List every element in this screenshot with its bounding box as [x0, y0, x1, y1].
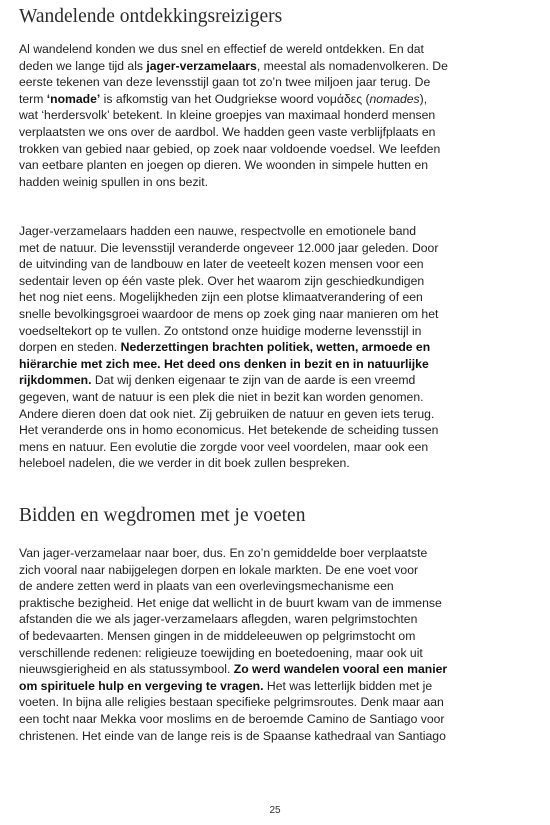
text-line	[19, 422, 539, 439]
text-line	[19, 455, 539, 472]
paragraph-1	[19, 41, 539, 190]
text-run: verschillende redenen: religieuze toewijding en boetedoening, maar ook uit	[19, 645, 423, 660]
text-line	[19, 406, 539, 423]
text-run: , meestal als nomadenvolkeren. De	[256, 58, 448, 73]
text-run: een tocht naar Mekka voor moslims en de beroemde Camino de Santiago voor	[19, 711, 445, 726]
text-run: Jager-verzamelaars hadden een nauwe, respectvolle en emotionele band	[19, 224, 417, 238]
text-line	[19, 174, 539, 191]
text-line	[19, 372, 539, 389]
text-run: Dat wij denken eigenaar te zijn van de aarde is een vreemd	[91, 373, 416, 388]
text-line	[19, 562, 539, 579]
text-run: met de natuur. Die levensstijl veranderde ongeveer 12.000 jaar geleden. Door	[19, 240, 439, 255]
text-line	[19, 678, 539, 695]
text-line	[19, 661, 539, 678]
bold-text: om spirituele hulp en vergeving te vragen.	[19, 678, 264, 693]
text-run: gegeven, want de natuur is een plek die niet in bezit kan worden genomen.	[19, 389, 424, 404]
text-run: ),	[419, 91, 428, 106]
text-line	[19, 289, 539, 306]
text-run: zich vooral naar nabijgelegen dorpen en lokale markten. De ene voet voor	[19, 562, 419, 577]
text-line	[19, 256, 539, 273]
bold-text: Nederzettingen brachten politiek, wetten, armoede en	[120, 340, 431, 355]
text-line	[19, 323, 539, 340]
text-line	[19, 611, 539, 628]
text-run: hadden weinig spullen in ons bezit.	[19, 174, 209, 189]
text-line	[19, 389, 539, 406]
text-line	[19, 141, 539, 158]
text-run: eerste tekenen van deze levensstijl gaan tot zo’n twee miljoen jaar terug. De	[19, 75, 431, 90]
bold-text: hiërarchie met zich mee. Het deed ons denken in bezit en in natuurlijke	[19, 356, 429, 371]
bold-text: rijkdommen.	[19, 373, 92, 388]
text-run: het nog niet eens. Mogelijkheden zijn een plotse klimaatverandering of een	[19, 290, 423, 305]
text-run: wat ‘herdersvolk’ betekent. In kleine groepjes van maximaal honderd mensen	[19, 108, 436, 123]
text-line	[19, 578, 539, 595]
text-run: snelle bevolkingsgroei waardoor de mens op zoek ging naar manieren om het	[19, 306, 439, 321]
text-line	[19, 124, 539, 141]
bold-text: ‘nomade’	[46, 91, 101, 106]
text-run: dorpen en steden.	[19, 340, 121, 355]
text-line	[19, 157, 539, 174]
text-run: of bedevaarten. Mensen gingen in de middeleeuwen op pelgrimstocht om	[19, 628, 416, 643]
text-line	[19, 439, 539, 456]
page-number: 25	[269, 805, 281, 816]
text-run: is afkomstig van het Oudgriekse woord νομάδες (	[100, 91, 370, 106]
text-run: afstanden die we als jager-verzamelaars aflegden, waren pelgrimstochten	[19, 612, 418, 627]
text-run: Al wandelend konden we dus snel en effectief de wereld ontdekken. En dat	[19, 42, 424, 56]
text-line	[19, 694, 539, 711]
paragraph-3	[19, 545, 539, 744]
text-run: praktische bezigheid. Het enige dat wellicht in de buurt kwam van de immense	[19, 595, 442, 610]
text-line	[19, 628, 539, 645]
text-line	[19, 356, 539, 373]
text-run: de uitvinding van de landbouw en later de veeteelt kozen mensen voor een	[19, 257, 424, 272]
text-line	[19, 240, 539, 257]
paragraph-2	[19, 223, 539, 472]
text-run: christenen. Het einde van de lange reis is de Spaanse kathedraal van Santiago	[19, 728, 446, 743]
text-run: voedseltekort op te vullen. Zo ontstond onze huidige moderne levensstijl in	[19, 323, 422, 338]
text-run: nieuwsgierigheid en als statussymbool.	[19, 662, 234, 677]
text-line	[19, 74, 539, 91]
text-line	[19, 91, 539, 108]
text-run: deden we lange tijd als	[19, 58, 147, 73]
text-run: de andere zetten werd in plaats van een overlevingsmechanisme een	[19, 579, 394, 594]
text-run: Het veranderde ons in homo economicus. Het betekende de scheiding tussen	[19, 423, 439, 438]
text-run: Andere dieren doen dat ook niet. Zij gebruiken de natuur en geven iets terug.	[19, 406, 435, 421]
bold-text: Zo werd wandelen vooral een manier	[233, 662, 448, 677]
text-line	[19, 595, 539, 612]
text-line	[19, 306, 539, 323]
text-line	[19, 107, 539, 124]
text-line	[19, 711, 539, 728]
text-run: term	[19, 91, 47, 106]
text-run: Van jager-verzamelaar naar boer, dus. En zo’n gemiddelde boer verplaatste	[19, 546, 428, 560]
text-line	[19, 339, 539, 356]
text-run: heleboel nadelen, die we verder in dit boek zullen bespreken.	[19, 456, 350, 471]
text-line	[19, 223, 539, 240]
text-run: van eetbare planten en joegen op dieren. We woonden in simpele hutten en	[19, 158, 429, 173]
text-run: sedentair leven op één vaste plek. Over het waarom zijn geschiedkundigen	[19, 273, 425, 288]
text-run: voeten. In bijna alle religies bestaan specifieke pelgrimsroutes. Denk maar aan	[19, 695, 444, 710]
text-run: mens en natuur. Een evolutie die zorgde voor veel voordelen, maar ook een	[19, 439, 429, 454]
text-line	[19, 645, 539, 662]
text-line	[19, 41, 539, 58]
section-heading-2: Bidden en wegdromen met je voeten	[19, 505, 306, 526]
text-run: verplaatsten we ons over de aardbol. We hadden geen vaste verblijfplaats en	[19, 124, 436, 139]
text-line	[19, 58, 539, 75]
bold-text: jager-verzamelaars	[146, 58, 257, 73]
italic-text: nomades	[369, 91, 420, 106]
text-line	[19, 545, 539, 562]
text-line	[19, 728, 539, 745]
section-heading-1: Wandelende ontdekkingsreizigers	[19, 6, 283, 27]
text-run: Het was letterlijk bidden met je	[263, 678, 433, 693]
text-line	[19, 273, 539, 290]
text-run: trokken van gebied naar gebied, op zoek naar voldoende voedsel. We leefden	[19, 141, 441, 156]
